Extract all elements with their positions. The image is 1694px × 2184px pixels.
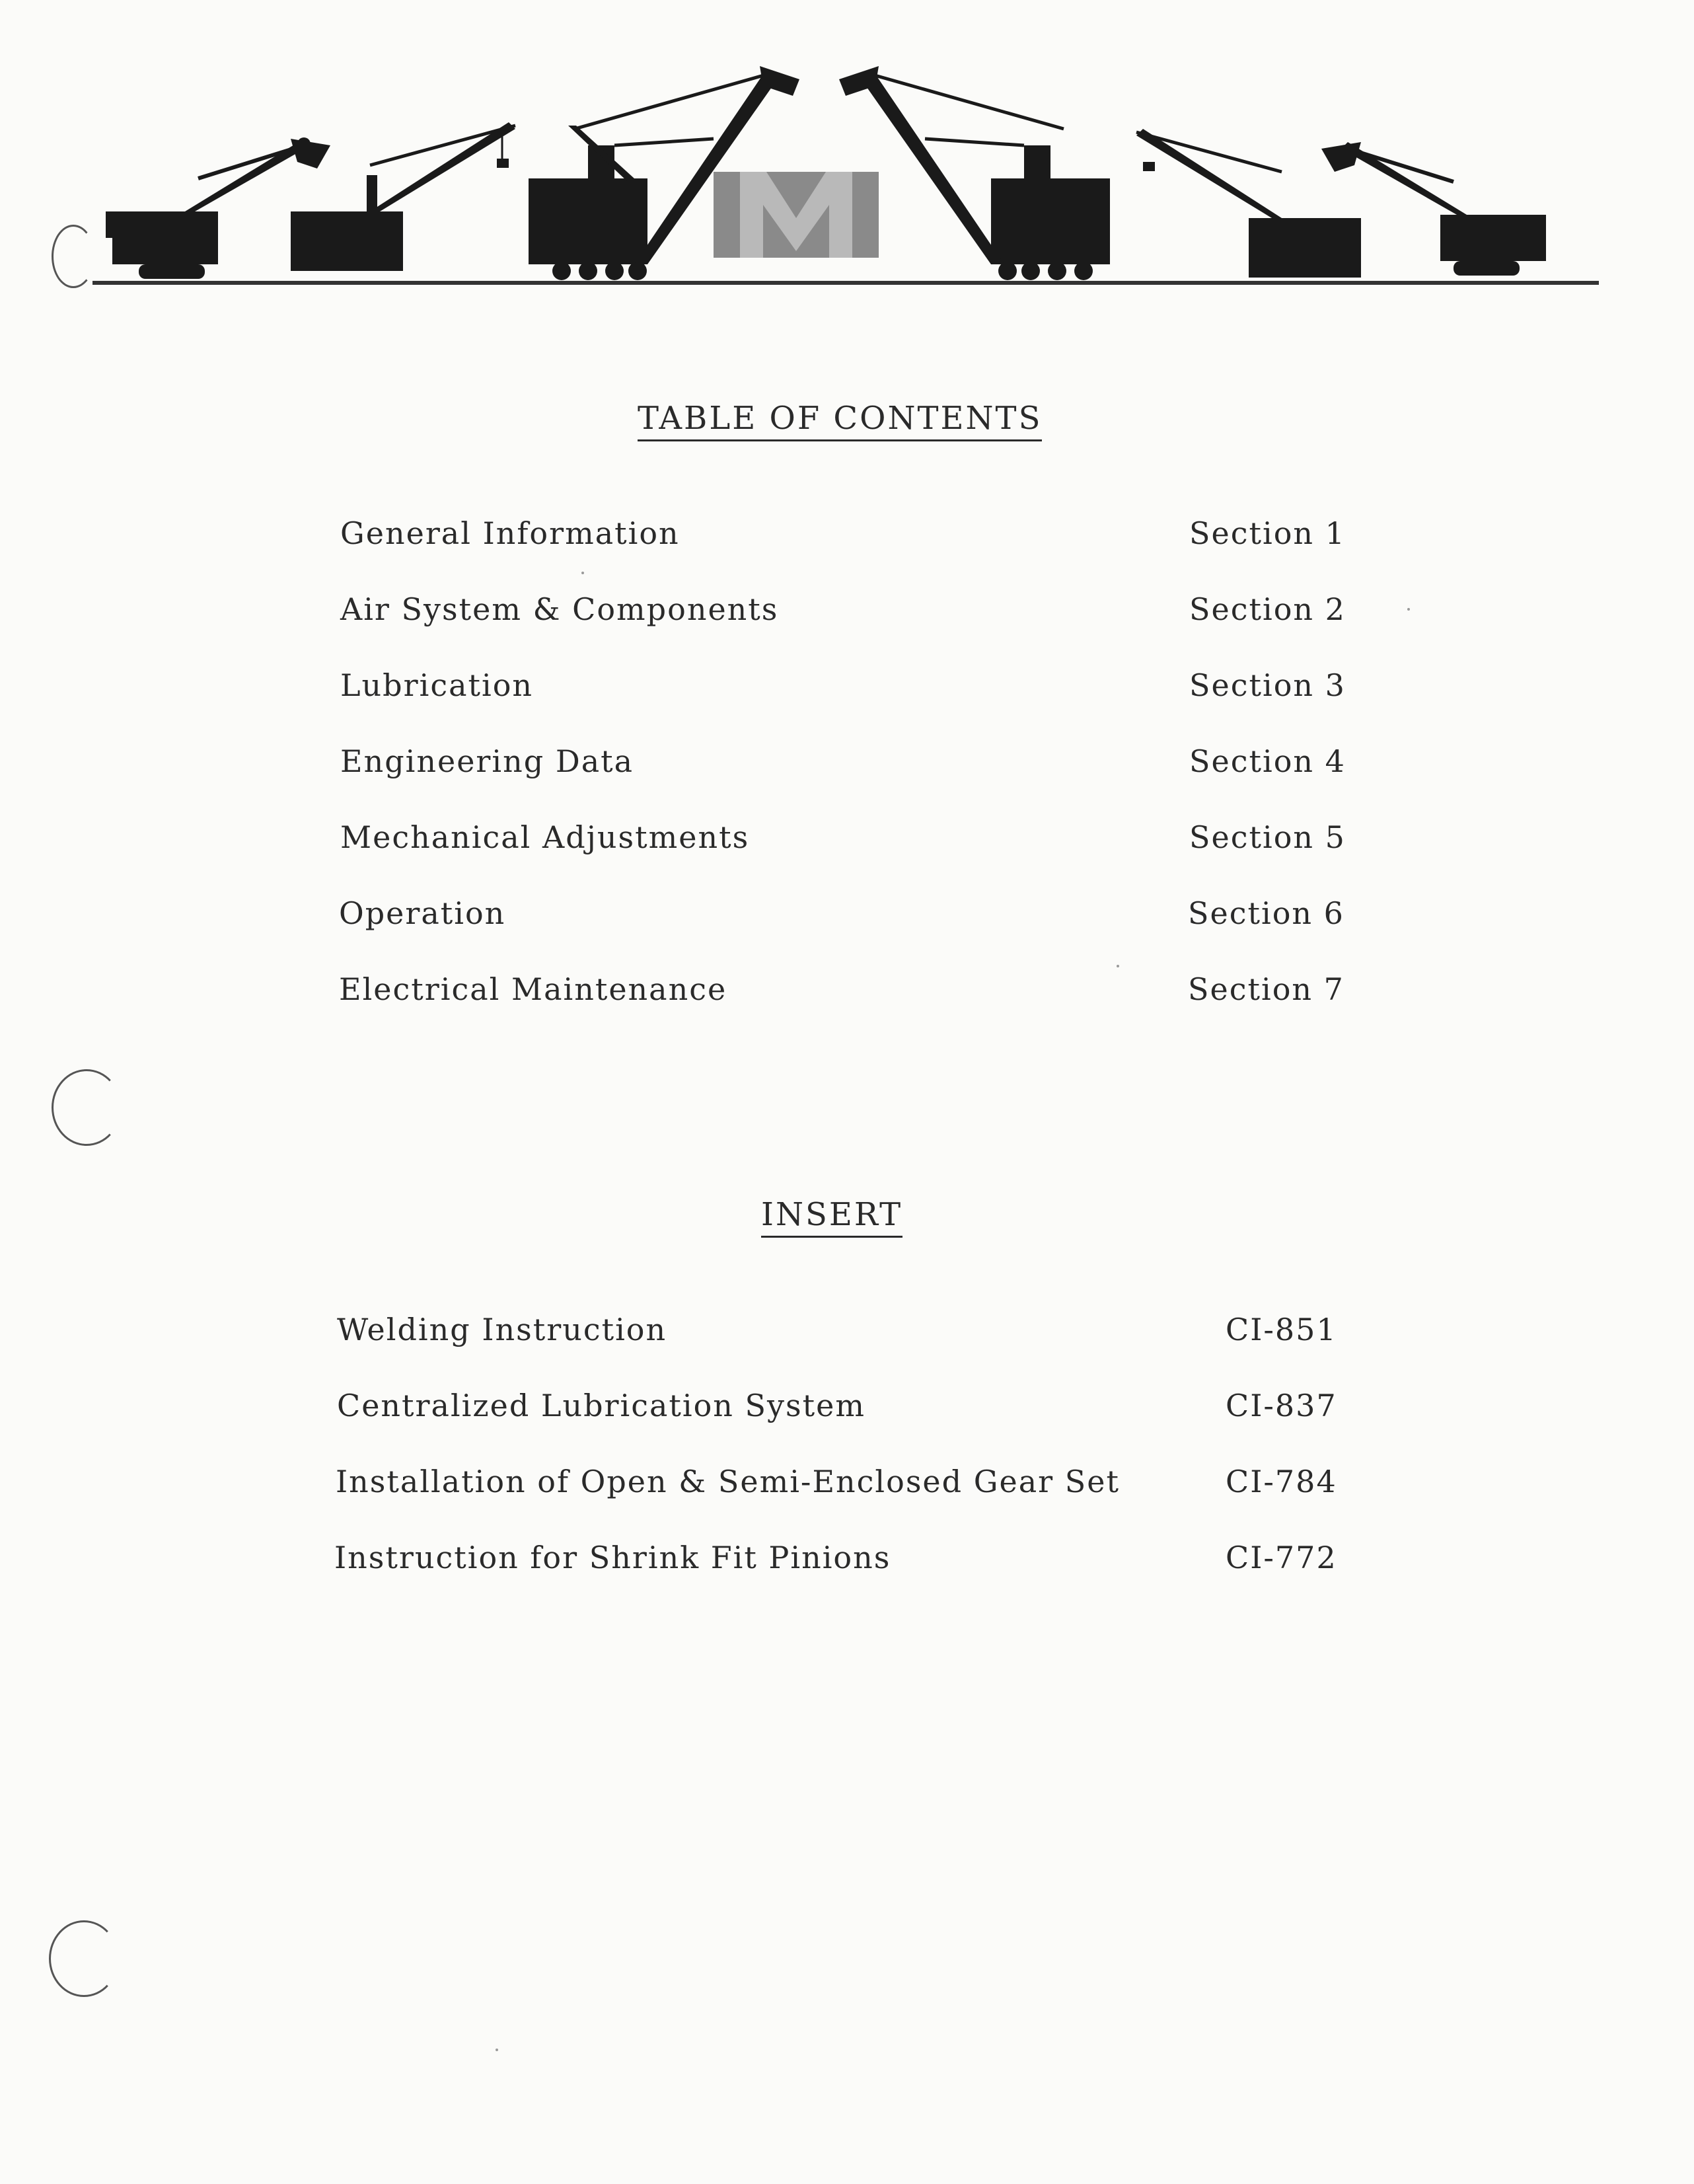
insert-entry-label: Welding Instruction [337,1312,667,1347]
toc-entry-ref: Section 7 [1188,971,1344,1007]
toc-entry-label: Lubrication [340,667,534,703]
insert-entry-label: Installation of Open & Semi-Enclosed Gear Set [336,1464,1120,1499]
toc-entry-label: Air System & Components [340,591,779,627]
scan-speck [1407,608,1410,611]
toc-entry-label: Engineering Data [340,743,634,779]
insert-entry-label: Instruction for Shrink Fit Pinions [334,1540,891,1575]
insert-entry-ref: CI-837 [1226,1388,1337,1423]
toc-entry-ref: Section 5 [1189,819,1346,855]
binder-hole [49,1920,119,1997]
shovel-silhouette [839,66,1110,280]
insert-entry-ref: CI-784 [1226,1464,1337,1499]
toc-entry-ref: Section 4 [1189,743,1346,779]
binder-hole [52,225,95,288]
toc-entry-ref: Section 2 [1189,591,1346,627]
toc-entry-label: Operation [339,895,506,931]
toc-entry-label: Electrical Maintenance [339,971,727,1007]
insert-entry-label: Centralized Lubrication System [337,1388,865,1423]
toc-entry-ref: Section 6 [1188,895,1344,931]
scan-speck [1117,965,1119,967]
insert-entry-ref: CI-851 [1226,1312,1337,1347]
toc-entry-label: General Information [340,515,680,551]
toc-entry-label: Mechanical Adjustments [340,819,750,855]
toc-entry-ref: Section 1 [1189,515,1346,551]
company-logo [714,172,879,258]
toc-heading: TABLE OF CONTENTS [638,400,1042,441]
binder-hole [52,1069,122,1146]
header-banner [40,46,1612,304]
insert-heading: INSERT [761,1196,902,1238]
toc-entry-ref: Section 3 [1189,667,1346,703]
scan-speck [496,2049,498,2051]
insert-entry-ref: CI-772 [1226,1540,1337,1575]
ground-line [92,281,1599,285]
scan-speck [581,572,584,574]
